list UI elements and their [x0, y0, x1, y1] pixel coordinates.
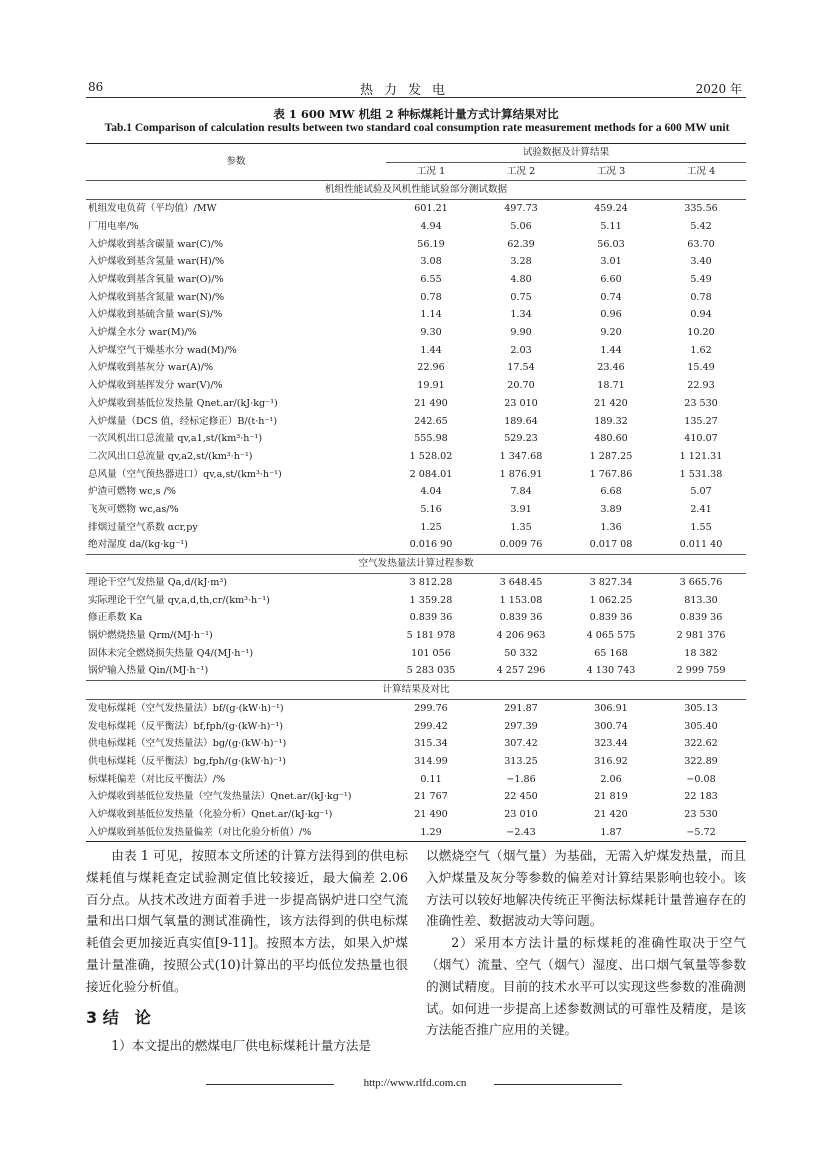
value-cell: 4 206 963	[496, 629, 546, 641]
value-cell: 1.35	[510, 521, 532, 533]
table-row	[86, 448, 746, 466]
value-cell: 3 665.76	[679, 576, 723, 588]
case-header: 工况 2	[476, 162, 566, 181]
value-cell: 22 183	[684, 791, 718, 803]
row-label: 理论干空气发热量 Qa,d/(kJ·m³)	[88, 576, 227, 588]
table-row	[86, 200, 746, 218]
table-row	[86, 519, 746, 537]
value-cell: 5.42	[690, 220, 712, 232]
case-header: 工况 4	[656, 162, 746, 181]
value-cell: 62.39	[507, 238, 535, 250]
table-row	[86, 466, 746, 484]
value-cell: 6.55	[420, 273, 442, 285]
value-cell: 1.44	[420, 344, 442, 356]
value-cell: 1.34	[510, 309, 532, 321]
value-cell: 21 490	[414, 397, 448, 409]
row-label: 机组发电负荷（平均值）/MW	[88, 203, 217, 215]
table-row	[86, 395, 746, 413]
section-title: 空气发热量法计算过程参数	[86, 555, 746, 574]
value-cell: 23 010	[504, 809, 538, 821]
value-cell: 306.91	[594, 702, 628, 714]
value-cell: 315.34	[414, 738, 448, 750]
param-header: 参数	[86, 144, 386, 181]
value-cell: 22.93	[687, 380, 715, 392]
value-cell: 1.55	[690, 521, 712, 533]
value-cell: 0.96	[600, 309, 622, 321]
table-row	[86, 377, 746, 395]
value-cell: 4 130 743	[586, 665, 636, 677]
table-row	[86, 609, 746, 627]
value-cell: 7.84	[510, 486, 532, 498]
value-cell: 18.71	[597, 380, 625, 392]
value-cell: 322.89	[684, 755, 718, 767]
value-cell: 63.70	[687, 238, 715, 250]
value-cell: 459.24	[594, 203, 628, 215]
value-cell: 17.54	[507, 362, 535, 374]
value-cell: 0.74	[600, 291, 622, 303]
value-cell: 1.36	[600, 521, 622, 533]
row-label: 厂用电率/%	[88, 220, 139, 232]
table-row	[86, 753, 746, 771]
row-label: 入炉煤收到基低位发热量 Qnet.ar/(kJ·kg⁻¹)	[88, 397, 278, 409]
value-cell: 2.41	[690, 504, 712, 516]
value-cell: 297.39	[504, 720, 538, 732]
row-label: 入炉煤收到基含碳量 war(C)/%	[88, 238, 224, 250]
value-cell: 0.839 36	[499, 612, 543, 624]
section-title: 机组性能试验及风机性能试验部分测试数据	[86, 181, 746, 200]
value-cell: 22.96	[417, 362, 445, 374]
right-column	[426, 845, 746, 1041]
value-cell: 9.90	[510, 327, 532, 339]
value-cell: 189.32	[594, 415, 628, 427]
value-cell: 0.016 90	[409, 539, 453, 551]
table-row	[86, 306, 746, 324]
value-cell: 6.60	[600, 273, 622, 285]
value-cell: 4.94	[420, 220, 442, 232]
row-label: 发电标煤耗（空气发热量法）bf/(g·(kW·h)⁻¹)	[88, 702, 284, 714]
value-cell: 299.42	[414, 720, 448, 732]
journal-name: 热力发电	[360, 83, 457, 98]
value-cell: 1.87	[566, 824, 656, 842]
footer-rule	[206, 1084, 334, 1085]
value-cell: 0.017 08	[589, 539, 633, 551]
value-cell: 21 490	[414, 809, 448, 821]
value-cell: 5.49	[690, 273, 712, 285]
row-label: 入炉煤量（DCS 值，经标定修正）B/(t·h⁻¹)	[88, 415, 278, 427]
value-cell: 1 287.25	[589, 450, 633, 462]
table-row	[86, 718, 746, 736]
value-cell: 1 767.86	[589, 468, 633, 480]
row-label: 排烟过量空气系数 αcr,py	[88, 521, 198, 533]
value-cell: 2 981 376	[676, 629, 726, 641]
value-cell: 314.99	[414, 755, 448, 767]
value-cell: 305.13	[684, 702, 718, 714]
value-cell: 6.68	[600, 486, 622, 498]
table-row	[86, 271, 746, 289]
value-cell: 307.42	[504, 738, 538, 750]
value-cell: 410.07	[684, 433, 718, 445]
table-row	[86, 324, 746, 342]
value-cell: −1.86	[506, 773, 536, 785]
value-cell: 323.44	[594, 738, 628, 750]
value-cell: 0.78	[690, 291, 712, 303]
value-cell: 1 347.68	[499, 450, 543, 462]
value-cell: 0.839 36	[589, 612, 633, 624]
value-cell: 291.87	[504, 702, 538, 714]
value-cell: 300.74	[594, 720, 628, 732]
value-cell: 335.56	[684, 203, 718, 215]
value-cell: 21 819	[594, 791, 628, 803]
value-cell: 1 062.25	[589, 594, 633, 606]
value-cell: 497.73	[504, 203, 538, 215]
table-row	[86, 236, 746, 254]
row-label: 入炉煤收到基挥发分 war(V)/%	[88, 380, 223, 392]
value-cell: 0.839 36	[409, 612, 453, 624]
section-row	[86, 555, 746, 574]
table-row	[86, 289, 746, 307]
value-cell: −0.08	[686, 773, 716, 785]
value-cell: 1 359.28	[409, 594, 453, 606]
value-cell: 50 332	[504, 647, 538, 659]
value-cell: 23 530	[684, 809, 718, 821]
section-row	[86, 681, 746, 700]
value-cell: 3 648.45	[499, 576, 543, 588]
table-row	[86, 662, 746, 680]
table-row	[86, 771, 746, 789]
row-label: 入炉煤收到基含氧量 war(O)/%	[88, 273, 224, 285]
value-cell: 1 153.08	[499, 594, 543, 606]
page-number: 86	[88, 80, 104, 94]
row-label: 绝对湿度 da/(kg·kg⁻¹)	[88, 539, 188, 551]
section-heading: 3 结 论	[86, 1007, 151, 1027]
value-cell: 601.21	[414, 203, 448, 215]
value-cell: 5.07	[690, 486, 712, 498]
value-cell: 3.28	[510, 256, 532, 268]
value-cell: −5.72	[656, 824, 746, 842]
value-cell: 5.06	[510, 220, 532, 232]
value-cell: 3.08	[420, 256, 442, 268]
value-cell: 299.76	[414, 702, 448, 714]
value-cell: 56.19	[417, 238, 445, 250]
value-cell: 0.75	[510, 291, 532, 303]
table-row	[86, 359, 746, 377]
value-cell: 20.70	[507, 380, 535, 392]
value-cell: 18 382	[684, 647, 718, 659]
value-cell: 1 528.02	[409, 450, 453, 462]
row-label: 入炉煤全水分 war(M)/%	[88, 327, 197, 339]
value-cell: 1 531.38	[679, 468, 723, 480]
value-cell: 555.98	[414, 433, 448, 445]
value-cell: 1.44	[600, 344, 622, 356]
row-label: 锅炉燃烧热量 Qrm/(MJ·h⁻¹)	[88, 629, 213, 641]
publication-year: 2020 年	[695, 82, 742, 96]
value-cell: 242.65	[414, 415, 448, 427]
value-cell: 1 876.91	[499, 468, 543, 480]
value-cell: 1 121.31	[679, 450, 723, 462]
table-row	[86, 592, 746, 610]
value-cell: 480.60	[594, 433, 628, 445]
value-cell: 21 420	[594, 397, 628, 409]
value-cell: 3.01	[600, 256, 622, 268]
value-cell: 23 010	[504, 397, 538, 409]
value-cell: 5.16	[420, 504, 442, 516]
row-label: 入炉煤收到基低位发热量（空气发热量法）Qnet.ar/(kJ·kg⁻¹)	[88, 791, 352, 803]
value-cell: 3 812.28	[409, 576, 453, 588]
value-cell: 316.92	[594, 755, 628, 767]
value-cell: 4.04	[420, 486, 442, 498]
table-row	[86, 645, 746, 663]
value-cell: 101 056	[411, 647, 451, 659]
value-cell: 4 257 296	[496, 665, 546, 677]
table-header-row	[86, 144, 746, 163]
value-cell: 313.25	[504, 755, 538, 767]
table-row	[86, 806, 746, 824]
value-cell: 3.89	[600, 504, 622, 516]
table-row	[86, 218, 746, 236]
value-cell: 56.03	[597, 238, 625, 250]
table-row	[86, 788, 746, 806]
row-label: 一次风机出口总流量 qv,a1,st/(km³·h⁻¹)	[88, 433, 263, 445]
row-label: 入炉煤收到基低位发热量偏差（对比化验分析值）/%	[86, 824, 386, 842]
value-cell: 9.30	[420, 327, 442, 339]
table-row	[86, 699, 746, 717]
value-cell: 529.23	[504, 433, 538, 445]
value-cell: 21 767	[414, 791, 448, 803]
value-cell: 15.49	[687, 362, 715, 374]
value-cell: 65 168	[594, 647, 628, 659]
row-label: 入炉煤收到基含氢量 war(H)/%	[88, 256, 225, 268]
table-row	[86, 536, 746, 554]
case-header: 工况 3	[566, 162, 656, 181]
group-header: 试验数据及计算结果	[386, 144, 746, 163]
value-cell: 0.011 40	[679, 539, 723, 551]
value-cell: 4 065 575	[586, 629, 636, 641]
value-cell: 2 999 759	[676, 665, 726, 677]
value-cell: 2.06	[600, 773, 622, 785]
body-paragraph: 以燃烧空气（烟气量）为基础，无需入炉煤发热量，而且入炉煤量及灰分等参数的偏差对计算结果影响也较小。该方法可以较好地解决传统正平衡法标煤耗计量普遍存在的准确性差、数据波动大等问题。	[426, 848, 746, 929]
value-cell: 813.30	[684, 594, 718, 606]
value-cell: 135.27	[684, 415, 718, 427]
row-label: 标煤耗偏差（对比反平衡法）/%	[88, 773, 226, 785]
value-cell: 2.03	[510, 344, 532, 356]
row-label: 发电标煤耗（反平衡法）bf,fph/(g·(kW·h)⁻¹)	[88, 720, 284, 732]
table-row	[86, 573, 746, 591]
table-row	[86, 413, 746, 431]
row-label: 固体未完全燃烧损失热量 Q4/(MJ·h⁻¹)	[88, 647, 254, 659]
value-cell: 3.91	[510, 504, 532, 516]
value-cell: 4.80	[510, 273, 532, 285]
section-title: 计算结果及对比	[86, 681, 746, 700]
value-cell: 10.20	[687, 327, 715, 339]
row-label: 锅炉输入热量 Qin/(MJ·h⁻¹)	[88, 665, 209, 677]
value-cell: 5 283 035	[406, 665, 456, 677]
row-label: 入炉煤空气干燥基水分 wad(M)/%	[88, 344, 237, 356]
footer-rule	[494, 1084, 622, 1085]
value-cell: 5.11	[600, 220, 622, 232]
row-label: 入炉煤收到基低位发热量（化验分析）Qnet.ar/(kJ·kg⁻¹)	[88, 809, 333, 821]
value-cell: 23.46	[597, 362, 625, 374]
value-cell: 1.29	[386, 824, 476, 842]
value-cell: 1.14	[420, 309, 442, 321]
value-cell: 0.94	[690, 309, 712, 321]
footer-url[interactable]: http://www.rlfd.com.cn	[363, 1077, 467, 1089]
case-header: 工况 1	[386, 162, 476, 181]
value-cell: 19.91	[417, 380, 445, 392]
value-cell: 3 827.34	[589, 576, 633, 588]
row-label: 入炉煤收到基灰分 war(A)/%	[88, 362, 214, 374]
row-label: 入炉煤收到基含氮量 war(N)/%	[88, 291, 225, 303]
value-cell: 5 181 978	[406, 629, 456, 641]
value-cell: 3.40	[690, 256, 712, 268]
value-cell: 21 420	[594, 809, 628, 821]
table-caption-en: Tab.1 Comparison of calculation results between two standard coal consumption rate measurement methods for a 600 MW unit	[104, 122, 730, 134]
body-paragraph: 1）本文提出的燃煤电厂供电标煤耗计量方法是	[111, 1038, 372, 1054]
row-label: 入炉煤收到基硫含量 war(S)/%	[88, 309, 223, 321]
table-row	[86, 627, 746, 645]
row-label: 实际理论干空气量 qv,a,d,th,cr/(km³·h⁻¹)	[88, 594, 270, 606]
value-cell: 0.78	[420, 291, 442, 303]
value-cell: 322.62	[684, 738, 718, 750]
value-cell: 2 084.01	[409, 468, 453, 480]
table-caption-cn: 表 1 600 MW 机组 2 种标煤耗计量方式计算结果对比	[273, 107, 559, 121]
table-row	[86, 253, 746, 271]
body-paragraph: 由表 1 可见，按照本文所述的计算方法得到的供电标煤耗值与煤耗查定试验测定值比较接近，最大偏差 2.06 百分点。从技术改进方面着手进一步提高锅炉进口空气流量和出口烟气氧量的测试准确性，该方法得到的供电标煤耗值会更加接近真实值[9-11]。按照本方法，如果入炉煤量计量准确，按照公式(10)计算出的平均低位发热量也很接近化验分析值。	[86, 848, 408, 994]
value-cell: 189.64	[504, 415, 538, 427]
table-row	[86, 824, 746, 842]
value-cell: 0.839 36	[679, 612, 723, 624]
value-cell: 1.25	[420, 521, 442, 533]
section-row	[86, 181, 746, 200]
value-cell: 23 530	[684, 397, 718, 409]
value-cell: 9.20	[600, 327, 622, 339]
value-cell: 305.40	[684, 720, 718, 732]
value-cell: 0.009 76	[499, 539, 543, 551]
row-label: 炉渣可燃物 wc,s /%	[88, 486, 176, 498]
results-table	[86, 143, 746, 842]
value-cell: 22 450	[504, 791, 538, 803]
value-cell: 0.11	[420, 773, 442, 785]
table-row	[86, 501, 746, 519]
value-cell: −2.43	[476, 824, 566, 842]
table-row	[86, 430, 746, 448]
row-label: 总风量（空气预热器进口）qv,a,st/(km³·h⁻¹)	[88, 468, 282, 480]
table-row	[86, 342, 746, 360]
row-label: 供电标煤耗（反平衡法）bg,fph/(g·(kW·h)⁻¹)	[88, 755, 286, 767]
row-label: 供电标煤耗（空气发热量法）bg/(g·(kW·h)⁻¹)	[88, 738, 287, 750]
left-column	[86, 845, 408, 1057]
value-cell: 1.62	[690, 344, 712, 356]
row-label: 二次风出口总流量 qv,a2,st/(km³·h⁻¹)	[88, 450, 253, 462]
table-row	[86, 483, 746, 501]
table-row	[86, 735, 746, 753]
row-label: 飞灰可燃物 wc,as/%	[88, 504, 179, 516]
row-label: 修正系数 Ka	[88, 612, 143, 624]
body-paragraph: 2）采用本方法计量的标煤耗的准确性取决于空气（烟气）流量、空气（烟气）湿度、出口烟气氧量等参数的测试精度。目前的技术水平可以实现这些参数的准确测试。如何进一步提高上述参数测试的可靠性及精度，是该方法能否推广应用的关键。	[426, 935, 746, 1038]
header-rule	[86, 97, 746, 98]
